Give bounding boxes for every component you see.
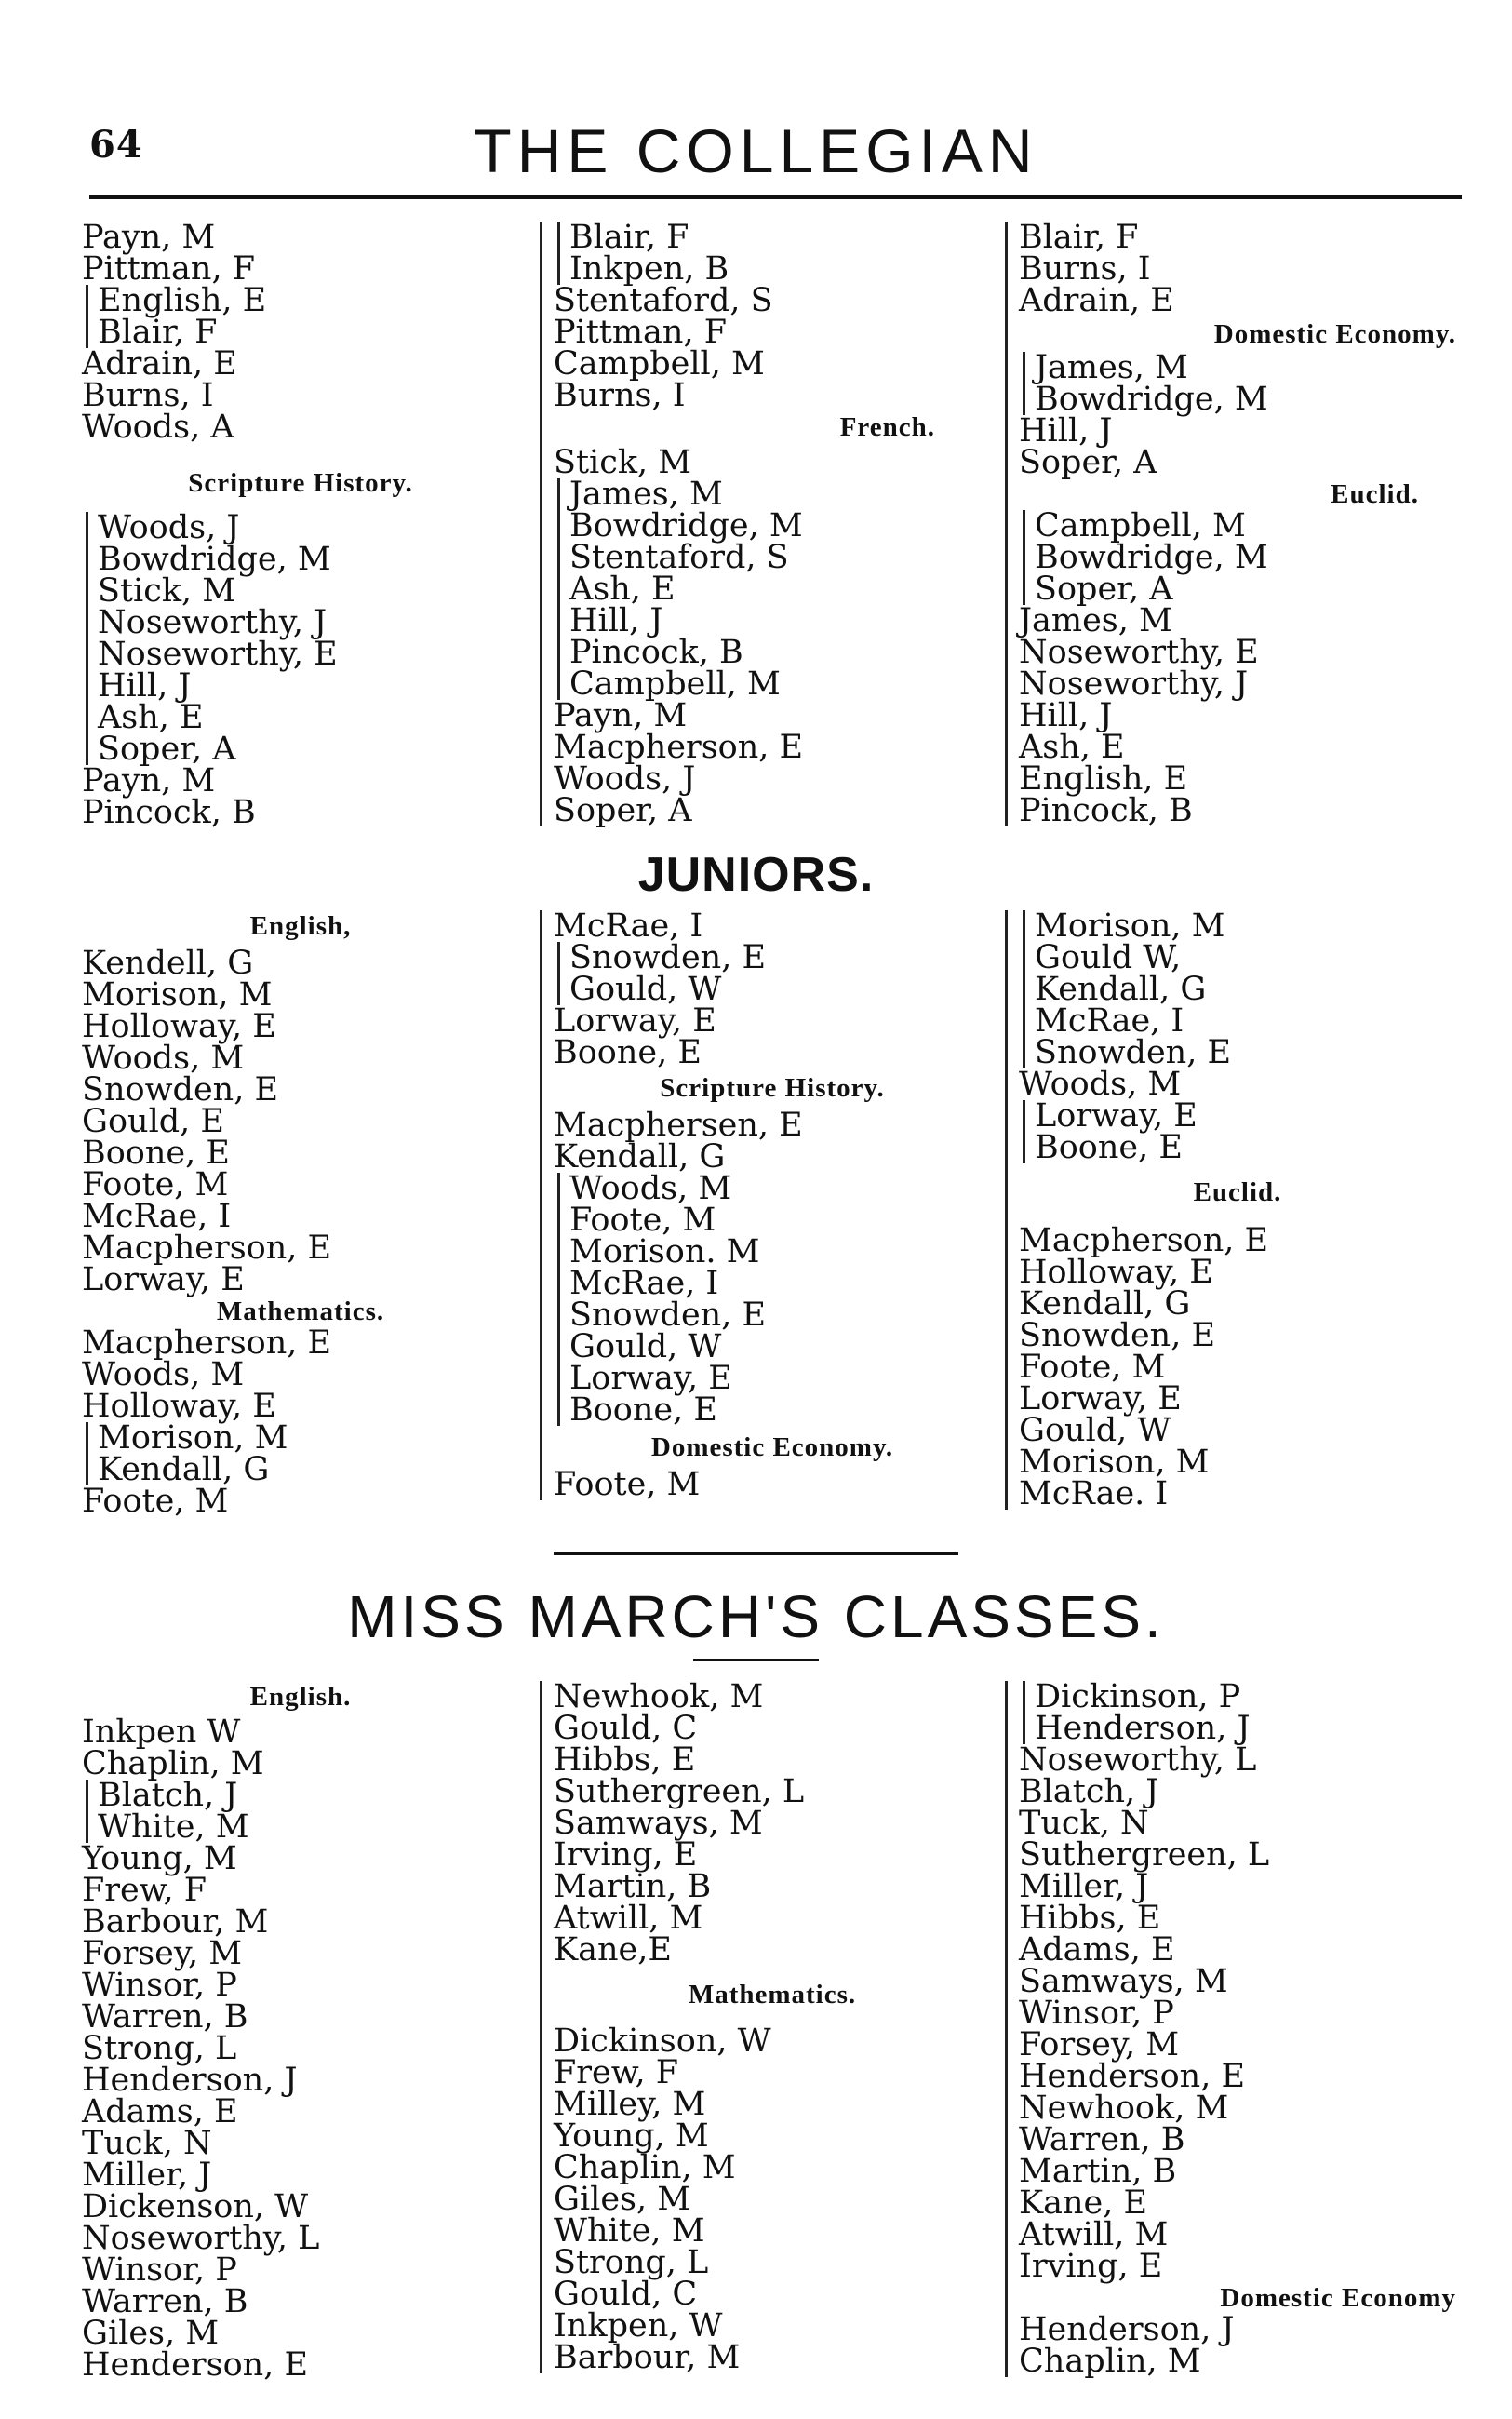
list-item: Soper, A <box>98 731 236 768</box>
list-item: Woods, M <box>82 1040 245 1077</box>
list-item: Gould, C <box>554 2276 698 2313</box>
list-item: Miller, J <box>82 2157 212 2194</box>
juniors-column-3 <box>1005 907 1456 1512</box>
subject-heading: Euclid. <box>1193 1177 1282 1207</box>
list-item: Woods, J <box>554 760 696 798</box>
header-rule <box>89 195 1462 199</box>
section-heading-miss-march: MISS MARCH'S CLASSES. <box>347 1583 1165 1650</box>
list-item: Burns, I <box>1019 250 1151 288</box>
list-item: Bowdridge, M <box>1035 381 1268 418</box>
tie-group <box>1023 349 1456 418</box>
list-item: Snowden, E <box>82 1071 279 1109</box>
list-item: Payn, M <box>82 762 216 800</box>
list-item: Pincock, B <box>1019 792 1193 829</box>
march-column-1 <box>82 1681 519 2384</box>
list-item: Forsey, M <box>82 1935 243 1972</box>
tie-group <box>557 1170 991 1239</box>
list-item: Campbell, M <box>569 665 781 703</box>
list-item: McRae, I <box>569 1265 719 1302</box>
list-item: White, M <box>554 2212 705 2250</box>
list-item: Foote, M <box>554 1466 701 1503</box>
march-column-3 <box>1005 1678 1456 2380</box>
list-item: Irving, E <box>1019 2248 1163 2285</box>
tie-group <box>557 939 991 1008</box>
list-item: Stentaford, S <box>569 539 789 576</box>
list-item: Blair, F <box>1019 219 1139 256</box>
list-item: Morison, M <box>82 976 273 1014</box>
list-item: Adrain, E <box>1019 282 1174 319</box>
list-item: Martin, B <box>1019 2153 1177 2190</box>
list-item: Woods, A <box>82 409 234 446</box>
list-item: Bowdridge, M <box>569 507 803 544</box>
list-item: Milley, M <box>554 2086 706 2123</box>
list-item: Warren, B <box>1019 2121 1185 2158</box>
list-item: Stick, M <box>554 444 692 481</box>
list-item: Warren, B <box>82 2283 248 2320</box>
list-item: Dickinson, P <box>1035 1678 1241 1715</box>
tie-group <box>86 604 519 673</box>
list-item: Miller, J <box>1019 1868 1149 1905</box>
list-item: Boone, E <box>82 1135 230 1172</box>
list-item: Pittman, F <box>82 250 256 288</box>
list-item: Soper, A <box>1019 444 1157 481</box>
running-head: THE COLLEGIAN <box>474 116 1038 185</box>
list-item: Burns, I <box>82 377 214 414</box>
list-item: Noseworthy, L <box>82 2220 320 2257</box>
list-item: Morison, M <box>1035 907 1225 945</box>
list-item: Payn, M <box>554 697 688 734</box>
list-item: Snowden, E <box>1019 1317 1216 1354</box>
tie-group <box>1023 971 1456 1071</box>
list-item: Gould, C <box>554 1710 698 1747</box>
list-item: Blair, F <box>569 219 689 256</box>
list-item: Hill, J <box>1019 697 1113 734</box>
list-item: Boone, E <box>1035 1129 1183 1166</box>
subject-heading: English. <box>249 1682 352 1712</box>
list-item: Macpherson, E <box>1019 1222 1269 1259</box>
subject-heading: Domestic Economy. <box>1213 319 1456 349</box>
list-item: McRae, I <box>1035 1002 1184 1040</box>
list-item: Macpherson, E <box>82 1230 332 1267</box>
list-item: Snowden, E <box>569 1297 767 1334</box>
list-item: Kane,E <box>554 1931 672 1969</box>
subject-heading: Domestic Economy. <box>650 1432 894 1462</box>
list-item: Woods, M <box>1019 1066 1182 1103</box>
list-item: McRae, I <box>82 1198 232 1235</box>
list-item: Gould, E <box>82 1103 224 1140</box>
list-item: Foote, M <box>569 1202 716 1239</box>
list-item: Winsor, P <box>82 2251 237 2289</box>
list-item: Noseworthy, J <box>98 604 328 641</box>
list-item: Martin, B <box>554 1868 712 1905</box>
list-item: Forsey, M <box>1019 2026 1180 2063</box>
list-item: Henderson, E <box>82 2346 309 2384</box>
list-item: Kendall, G <box>98 1451 270 1488</box>
list-item: Soper, A <box>1035 571 1173 608</box>
list-item: Campbell, M <box>554 345 765 383</box>
list-item: Adrain, E <box>82 345 237 383</box>
list-item: Suthergreen, L <box>554 1773 805 1810</box>
list-item: Kendell, G <box>82 945 254 982</box>
list-item: Henderson, J <box>1019 2311 1235 2348</box>
list-item: Dickinson, W <box>554 2023 771 2060</box>
list-item: Adams, E <box>82 2093 238 2130</box>
list-item: Tuck, N <box>82 2125 212 2162</box>
list-item: Gould, W <box>1019 1412 1171 1449</box>
tie-group <box>86 1777 519 1846</box>
subject-heading: French. <box>839 412 935 442</box>
list-item: Campbell, M <box>1035 507 1246 544</box>
list-item: Barbour, M <box>82 1903 269 1941</box>
list-item: Boone, E <box>554 1034 702 1071</box>
list-item: James, M <box>1035 349 1188 386</box>
list-item: Samways, M <box>554 1805 763 1842</box>
list-item: Kendall, G <box>1035 971 1207 1008</box>
list-item: Strong, L <box>82 2030 237 2067</box>
list-item: McRae. I <box>1019 1475 1169 1512</box>
list-item: Strong, L <box>554 2244 709 2281</box>
list-item: Kendall, G <box>1019 1285 1191 1323</box>
list-item: Holloway, E <box>1019 1254 1213 1291</box>
list-item: Woods, M <box>82 1356 245 1393</box>
list-item: Warren, B <box>82 1998 248 2036</box>
list-item: Morison, M <box>98 1419 288 1457</box>
list-item: Burns, I <box>554 377 686 414</box>
tie-group <box>1023 507 1456 608</box>
list-item: Chaplin, M <box>554 2149 736 2186</box>
tie-group <box>1023 1678 1456 1747</box>
list-item: Holloway, E <box>82 1008 276 1045</box>
list-item: Inkpen W <box>82 1713 241 1751</box>
list-item: Newhook, M <box>1019 2090 1229 2127</box>
list-item: English, E <box>98 282 267 319</box>
tie-group <box>86 282 519 351</box>
list-item: Dickenson, W <box>82 2188 309 2225</box>
list-item: Blatch, J <box>1019 1773 1159 1810</box>
list-item: Macpherson, E <box>82 1324 332 1362</box>
list-item: Pincock, B <box>82 794 256 831</box>
list-item: Foote, M <box>82 1166 229 1203</box>
list-item: Stick, M <box>98 572 236 610</box>
list-item: Young, M <box>554 2117 709 2155</box>
list-item: James, M <box>569 476 723 513</box>
tie-group <box>1023 907 1456 976</box>
list-item: Macphersen, E <box>554 1107 803 1144</box>
list-item: Atwill, M <box>554 1900 703 1937</box>
list-item: Lorway, E <box>1019 1380 1182 1418</box>
list-item: Ash, E <box>1019 729 1125 766</box>
list-item: Suthergreen, L <box>1019 1836 1270 1874</box>
top-column-1 <box>82 219 519 831</box>
list-item: Noseworthy, L <box>1019 1741 1257 1779</box>
list-item: Holloway, E <box>82 1388 276 1425</box>
list-item: Henderson, E <box>1019 2058 1246 2095</box>
list-item: Gould W, <box>1035 939 1182 976</box>
list-item: Gould, W <box>569 1328 722 1365</box>
list-item: Snowden, E <box>1035 1034 1232 1071</box>
list-item: Lorway, E <box>569 1360 732 1397</box>
top-column-2 <box>540 219 991 829</box>
list-item: Morison, M <box>1019 1444 1210 1481</box>
list-item: Boone, E <box>569 1391 717 1429</box>
subject-heading: Mathematics. <box>216 1297 385 1326</box>
tie-group <box>86 1419 519 1488</box>
list-item: Soper, A <box>554 792 692 829</box>
subject-heading: Mathematics. <box>688 1980 857 2009</box>
list-item: Winsor, P <box>82 1967 237 2004</box>
tie-group <box>557 539 991 639</box>
tie-group <box>557 219 991 288</box>
list-item: Tuck, N <box>1019 1805 1149 1842</box>
subject-heading: Scripture History. <box>660 1073 885 1103</box>
list-item: Hibbs, E <box>554 1741 696 1779</box>
section-heading-juniors: JUNIORS. <box>637 848 875 902</box>
list-item: Giles, M <box>82 2315 220 2352</box>
juniors-column-2 <box>540 907 991 1503</box>
list-item: McRae, I <box>554 907 703 945</box>
list-item: Henderson, J <box>1035 1710 1251 1747</box>
list-item: Barbour, M <box>554 2339 741 2376</box>
march-column-2 <box>540 1678 991 2376</box>
tie-group <box>86 509 519 610</box>
list-item: Ash, E <box>569 571 676 608</box>
list-item: Lorway, E <box>1035 1097 1198 1135</box>
list-item: Samways, M <box>1019 1963 1228 2000</box>
list-item: Hill, J <box>1019 412 1113 450</box>
tie-group <box>557 1233 991 1302</box>
tie-group <box>557 634 991 703</box>
list-item: Kendall, G <box>554 1138 726 1176</box>
section-rule-top <box>554 1552 958 1555</box>
list-item: English, E <box>1019 760 1188 798</box>
subject-heading: English, <box>249 911 352 941</box>
list-item: Irving, E <box>554 1836 698 1874</box>
juniors-column-1 <box>82 910 519 1520</box>
page-number: 64 <box>89 123 143 167</box>
list-item: Payn, M <box>82 219 216 256</box>
list-item: Lorway, E <box>554 1002 716 1040</box>
list-item: Noseworthy, E <box>1019 634 1259 671</box>
list-item: Hill, J <box>98 667 192 705</box>
list-item: Ash, E <box>98 699 204 736</box>
list-item: Noseworthy, J <box>1019 665 1249 703</box>
list-item: Bowdridge, M <box>1035 539 1268 576</box>
list-item: Chaplin, M <box>1019 2343 1201 2380</box>
list-item: Snowden, E <box>569 939 767 976</box>
list-item: Young, M <box>82 1840 237 1877</box>
list-item: Pincock, B <box>569 634 743 671</box>
list-item: Atwill, M <box>1019 2216 1169 2253</box>
list-item: Woods, J <box>98 509 240 546</box>
list-item: Stentaford, S <box>554 282 773 319</box>
list-item: Henderson, J <box>82 2062 298 2099</box>
tie-group <box>557 478 991 542</box>
list-item: Pittman, F <box>554 314 728 351</box>
list-item: Hill, J <box>569 602 663 639</box>
list-item: Gould, W <box>569 971 722 1008</box>
list-item: Hibbs, E <box>1019 1900 1161 1937</box>
list-item: Inkpen, W <box>554 2307 723 2345</box>
tie-group <box>557 1299 991 1363</box>
list-item: Frew, F <box>82 1872 207 1909</box>
list-item: James, M <box>1019 602 1172 639</box>
top-column-3 <box>1005 219 1456 829</box>
subject-heading: Scripture History. <box>188 468 413 498</box>
list-item: Adams, E <box>1019 1931 1175 1969</box>
subject-heading: Domestic Economy <box>1220 2283 1456 2313</box>
list-item: Foote, M <box>1019 1349 1166 1386</box>
list-item: Newhook, M <box>554 1678 764 1715</box>
list-item: Inkpen, B <box>569 250 729 288</box>
tie-group <box>1023 1097 1456 1166</box>
list-item: Morison. M <box>569 1233 760 1270</box>
list-item: Woods, M <box>569 1170 732 1207</box>
list-item: Chaplin, M <box>82 1745 264 1782</box>
list-item: Winsor, P <box>1019 1995 1174 2032</box>
tie-group <box>557 1360 991 1429</box>
list-item: Bowdridge, M <box>98 541 331 578</box>
section-rule-bottom <box>693 1659 819 1661</box>
list-item: Blair, F <box>98 314 218 351</box>
list-item: Blatch, J <box>98 1777 238 1814</box>
list-item: Frew, F <box>554 2054 679 2091</box>
list-item: Foote, M <box>82 1483 229 1520</box>
subject-heading: Euclid. <box>1331 479 1419 509</box>
list-item: Lorway, E <box>82 1261 245 1298</box>
list-item: Macpherson, E <box>554 729 804 766</box>
tie-group <box>86 667 519 768</box>
list-item: Giles, M <box>554 2181 691 2218</box>
list-item: Kane, E <box>1019 2184 1148 2222</box>
list-item: Noseworthy, E <box>98 636 338 673</box>
list-item: White, M <box>98 1808 249 1846</box>
